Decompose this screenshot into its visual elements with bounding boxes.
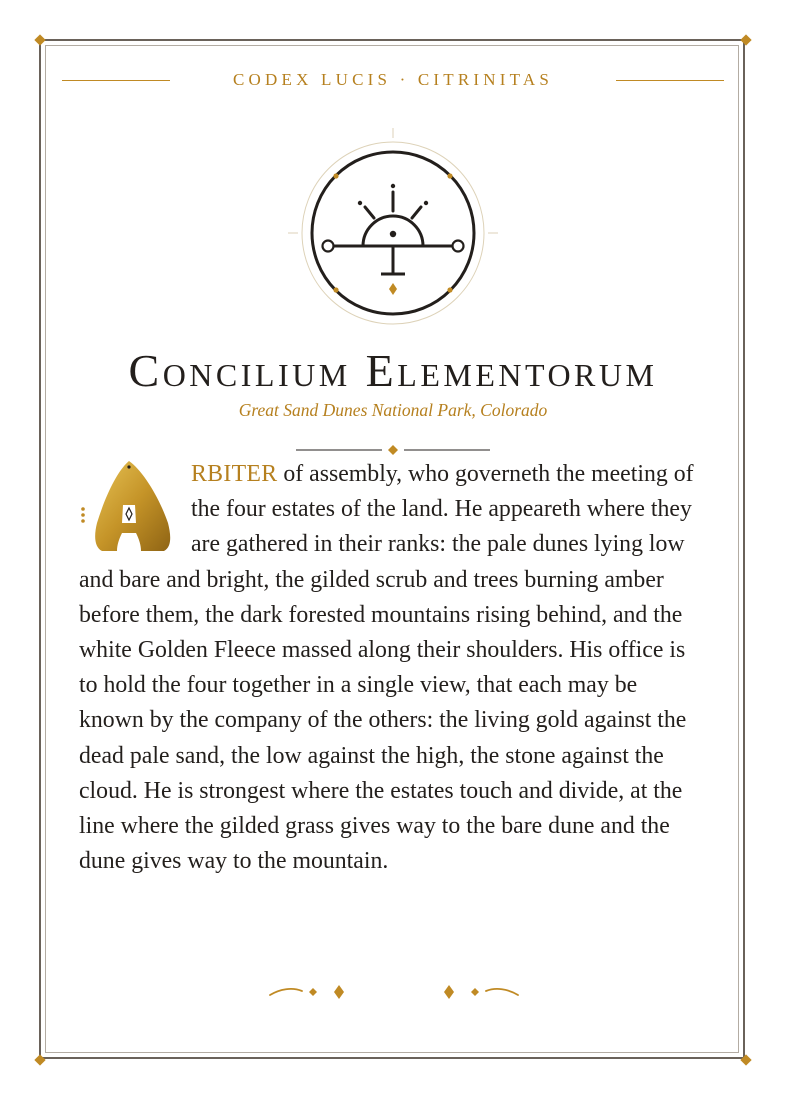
drop-cap bbox=[79, 459, 177, 555]
entry-location: Great Sand Dunes National Park, Colorado bbox=[238, 400, 548, 420]
sunrise-horizon-sigil-icon bbox=[288, 128, 498, 338]
body-paragraph: of assembly, who governeth the meeting of the four estates of the land. He appeareth where they are gathered in their ranks: the pale dunes lying low and bare and bright, the gilded scrub and trees burning amber before them, the dark forested mountains rising behind, and the white Golden Fleece massed along their shoulders. His office is to hold the four together in a single view, that each may be known by the company of the others: the living gold against the dead pale sand, the low against the high, the stone against the cloud. He is strongest where the estates touch and divide, at the line where the gilded grass gives way to the bare dune and the dune gives way to the mountain. bbox=[79, 461, 694, 875]
tailpiece-ornament bbox=[268, 980, 520, 1004]
header-title: CODEX LUCIS · CITRINITAS bbox=[233, 70, 553, 89]
drop-cap-a-icon bbox=[79, 459, 177, 555]
lead-word: RBITER bbox=[191, 461, 278, 487]
entry-body bbox=[79, 457, 705, 879]
entry-title: Concilium Elementorum bbox=[128, 345, 658, 396]
section-divider bbox=[290, 443, 496, 457]
